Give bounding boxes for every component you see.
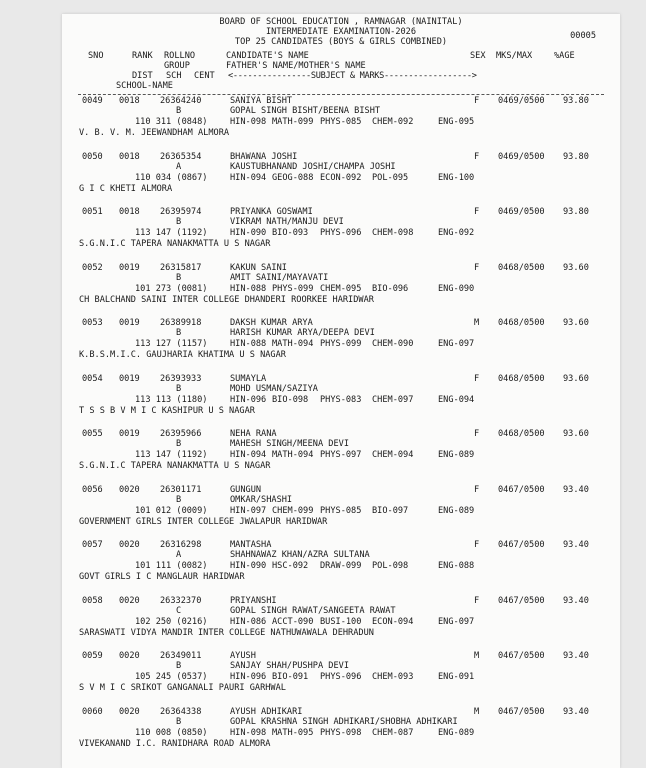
subject-2: MATH-099 — [272, 117, 314, 127]
serial-no: 0054 — [82, 373, 103, 384]
subject-5: ENG-097 — [438, 339, 475, 349]
percentage: 93.80 — [563, 96, 589, 106]
group: C — [176, 605, 182, 616]
subject-3: PHYS-098 — [320, 727, 362, 738]
col-school-name: SCHOOL-NAME — [116, 81, 173, 91]
school-name: SARASWATI VIDYA MANDIR INTER COLLEGE NATHUWAWALA DEHRADUN — [79, 627, 374, 638]
marks: 0467/0500 — [498, 595, 545, 606]
roll-no: 26364338 — [160, 706, 202, 717]
group: B — [176, 494, 182, 505]
subject-3: BUSI-100 — [320, 616, 362, 627]
sex: F — [474, 484, 480, 495]
dist-sch-cent-codes: 113 147 (1192) — [135, 228, 208, 238]
subject-3: PHYS-099 — [320, 339, 362, 349]
subject-2: ACCT-090 — [272, 616, 314, 627]
parents-name: KAUSTUBHANAND JOSHI/CHAMPA JOSHI — [230, 161, 396, 172]
roll-no: 26393933 — [160, 373, 202, 384]
subject-1: HIN-088 — [230, 339, 267, 349]
candidate-name: MANTASHA — [230, 540, 272, 550]
parents-name: VIKRAM NATH/MANJU DEVI — [230, 217, 344, 227]
candidate-record — [62, 152, 620, 207]
subject-3: PHYS-085 — [320, 505, 362, 516]
candidate-record — [62, 651, 620, 706]
school-name: S.G.N.I.C TAPERA NANAKMATTA U S NAGAR — [79, 239, 271, 249]
marks: 0468/0500 — [498, 318, 545, 328]
rank: 0019 — [119, 318, 140, 328]
subject-5: ENG-089 — [438, 505, 475, 516]
roll-no: 26365354 — [160, 151, 202, 162]
group: B — [176, 439, 182, 449]
candidate-name: NEHA RANA — [230, 429, 277, 439]
subject-2: GEOG-088 — [272, 172, 314, 183]
subject-1: HIN-088 — [230, 283, 267, 294]
rank: 0018 — [119, 96, 140, 106]
subject-2: PHYS-099 — [272, 283, 314, 294]
sex: M — [474, 706, 480, 717]
subject-3: PHYS-097 — [320, 450, 362, 460]
sex: F — [474, 429, 480, 439]
subject-4: POL-095 — [372, 172, 409, 183]
subject-5: ENG-091 — [438, 672, 475, 682]
page-number: 00005 — [570, 31, 596, 41]
subject-2: MATH-095 — [272, 727, 314, 738]
candidate-name: AYUSH ADHIKARI — [230, 706, 303, 717]
parents-name: GOPAL SINGH RAWAT/SANGEETA RAWAT — [230, 605, 396, 616]
rank: 0020 — [119, 484, 140, 495]
rank: 0020 — [119, 595, 140, 606]
subject-3: PHYS-083 — [320, 394, 362, 405]
serial-no: 0060 — [82, 706, 103, 717]
subject-3: PHYS-096 — [320, 672, 362, 682]
sex: F — [474, 96, 480, 106]
school-name: GOVT GIRLS I C MANGLAUR HARIDWAR — [79, 572, 245, 582]
group: B — [176, 328, 182, 338]
subject-3: CHEM-095 — [320, 283, 362, 294]
candidate-record — [62, 374, 620, 429]
school-name: CH BALCHAND SAINI INTER COLLEGE DHANDERI ROORKEE HARIDWAR — [79, 294, 374, 305]
dist-sch-cent-codes: 113 127 (1157) — [135, 339, 208, 349]
col-group: GROUP — [164, 61, 190, 71]
candidate-record — [62, 429, 620, 484]
parents-name: OMKAR/SHASHI — [230, 494, 293, 505]
roll-no: 26389918 — [160, 318, 202, 328]
subject-1: HIN-094 — [230, 450, 267, 460]
subject-3: DRAW-099 — [320, 561, 362, 571]
percentage: 93.80 — [563, 151, 589, 162]
dist-sch-cent-codes: 105 245 (0537) — [135, 672, 208, 682]
rank: 0019 — [119, 373, 140, 384]
subject-5: ENG-090 — [438, 283, 475, 294]
marks: 0469/0500 — [498, 151, 545, 162]
parents-name: MAHESH SINGH/MEENA DEVI — [230, 439, 349, 449]
roll-no: 26349011 — [160, 651, 202, 661]
serial-no: 0050 — [82, 151, 103, 162]
header-rule — [78, 94, 604, 95]
marks: 0467/0500 — [498, 651, 545, 661]
marks: 0469/0500 — [498, 96, 545, 106]
percentage: 93.40 — [563, 540, 589, 550]
serial-no: 0053 — [82, 318, 103, 328]
col-cent: CENT — [194, 71, 215, 81]
school-name: G I C KHETI ALMORA — [79, 183, 173, 194]
candidate-name: DAKSH KUMAR ARYA — [230, 318, 313, 328]
sex: F — [474, 151, 480, 162]
subject-1: HIN-098 — [230, 117, 267, 127]
subject-1: HIN-096 — [230, 672, 267, 682]
marks: 0468/0500 — [498, 429, 545, 439]
subject-4: CHEM-097 — [372, 394, 414, 405]
col-candidate-name: CANDIDATE'S NAME — [226, 51, 309, 61]
marks: 0467/0500 — [498, 484, 545, 495]
serial-no: 0059 — [82, 651, 103, 661]
subject-1: HIN-090 — [230, 561, 267, 571]
subject-1: HIN-090 — [230, 228, 267, 238]
dist-sch-cent-codes: 110 034 (0867) — [135, 172, 208, 183]
roll-no: 26332370 — [160, 595, 202, 606]
school-name: K.B.S.M.I.C. GAUJHARIA KHATIMA U S NAGAR — [79, 350, 286, 360]
percentage: 93.80 — [563, 207, 589, 217]
percentage: 93.60 — [563, 262, 589, 273]
col-percentage: %AGE — [554, 51, 575, 61]
percentage: 93.60 — [563, 429, 589, 439]
sex: F — [474, 207, 480, 217]
percentage: 93.60 — [563, 318, 589, 328]
subject-5: ENG-089 — [438, 727, 475, 738]
col-rollno: ROLLNO — [164, 51, 196, 61]
subject-4: CHEM-094 — [372, 450, 414, 460]
group: B — [176, 383, 182, 394]
roll-no: 26315817 — [160, 262, 202, 273]
marks: 0467/0500 — [498, 706, 545, 717]
candidate-record — [62, 318, 620, 373]
parents-name: GOPAL SINGH BISHT/BEENA BISHT — [230, 106, 381, 116]
serial-no: 0058 — [82, 595, 103, 606]
subject-1: HIN-097 — [230, 505, 267, 516]
subject-5: ENG-094 — [438, 394, 475, 405]
subject-1: HIN-094 — [230, 172, 267, 183]
parents-name: HARISH KUMAR ARYA/DEEPA DEVI — [230, 328, 375, 338]
subject-3: PHYS-085 — [320, 117, 362, 127]
group: B — [176, 716, 182, 727]
dist-sch-cent-codes: 101 111 (0082) — [135, 561, 208, 571]
dist-sch-cent-codes: 101 012 (0009) — [135, 505, 208, 516]
parents-name: AMIT SAINI/MAYAVATI — [230, 272, 329, 283]
candidate-record — [62, 96, 620, 151]
roll-no: 26395966 — [160, 429, 202, 439]
group: A — [176, 550, 182, 560]
serial-no: 0052 — [82, 262, 103, 273]
rank: 0020 — [119, 540, 140, 550]
subject-4: BIO-096 — [372, 283, 409, 294]
subject-5: ENG-088 — [438, 561, 475, 571]
rank: 0020 — [119, 651, 140, 661]
result-sheet — [62, 14, 620, 768]
candidate-record — [62, 540, 620, 595]
group: B — [176, 661, 182, 671]
serial-no: 0049 — [82, 96, 103, 106]
percentage: 93.40 — [563, 651, 589, 661]
subject-4: CHEM-090 — [372, 339, 414, 349]
sex: F — [474, 540, 480, 550]
sex: M — [474, 651, 480, 661]
subject-4: BIO-097 — [372, 505, 409, 516]
subject-2: MATH-094 — [272, 450, 314, 460]
roll-no: 26395974 — [160, 207, 202, 217]
subject-4: POL-098 — [372, 561, 409, 571]
col-marks-max: MKS/MAX — [496, 51, 533, 61]
subject-4: CHEM-087 — [372, 727, 414, 738]
col-sch: SCH — [166, 71, 182, 81]
rank: 0020 — [119, 706, 140, 717]
list-title: TOP 25 CANDIDATES (BOYS & GIRLS COMBINED) — [234, 37, 448, 47]
percentage: 93.40 — [563, 484, 589, 495]
dist-sch-cent-codes: 113 147 (1192) — [135, 450, 208, 460]
subject-3: PHYS-096 — [320, 228, 362, 238]
rank: 0018 — [119, 207, 140, 217]
rank: 0019 — [119, 429, 140, 439]
col-dist: DIST — [132, 71, 153, 81]
sex: F — [474, 262, 480, 273]
percentage: 93.60 — [563, 373, 589, 384]
board-title: BOARD OF SCHOOL EDUCATION , RAMNAGAR (NAINITAL) — [219, 17, 463, 27]
parents-name: SHAHNAWAZ KHAN/AZRA SULTANA — [230, 550, 370, 560]
dist-sch-cent-codes: 110 311 (0848) — [135, 117, 208, 127]
candidate-name: SUMAYLA — [230, 373, 267, 384]
candidate-record — [62, 485, 620, 540]
school-name: GOVERNMENT GIRLS INTER COLLEGE JWALAPUR HARIDWAR — [79, 516, 328, 527]
dist-sch-cent-codes: 110 008 (0850) — [135, 727, 208, 738]
col-father-mother: FATHER'S NAME/MOTHER'S NAME — [226, 61, 366, 71]
candidate-name: SANIYA BISHT — [230, 96, 293, 106]
dist-sch-cent-codes: 101 273 (0081) — [135, 283, 208, 294]
subject-2: CHEM-099 — [272, 505, 314, 516]
marks: 0468/0500 — [498, 373, 545, 384]
school-name: S.G.N.I.C TAPERA NANAKMATTA U S NAGAR — [79, 461, 271, 471]
subject-1: HIN-098 — [230, 727, 267, 738]
group: B — [176, 272, 182, 283]
roll-no: 26316298 — [160, 540, 202, 550]
candidate-record — [62, 707, 620, 762]
col-sex: SEX — [470, 51, 486, 61]
candidate-name: BHAWANA JOSHI — [230, 151, 298, 162]
candidate-name: KAKUN SAINI — [230, 262, 287, 273]
subject-4: CHEM-092 — [372, 117, 414, 127]
subject-5: ENG-100 — [438, 172, 475, 183]
exam-title: INTERMEDIATE EXAMINATION-2026 — [265, 27, 417, 37]
parents-name: SANJAY SHAH/PUSHPA DEVI — [230, 661, 349, 671]
subject-1: HIN-086 — [230, 616, 267, 627]
school-name: S V M I C SRIKOT GANGANALI PAURI GARHWAL — [79, 683, 286, 693]
parents-name: MOHD USMAN/SAZIYA — [230, 383, 318, 394]
group: B — [176, 217, 182, 227]
candidate-name: PRIYANKA GOSWAMI — [230, 207, 313, 217]
subject-2: HSC-092 — [272, 561, 309, 571]
marks: 0467/0500 — [498, 540, 545, 550]
col-rank: RANK — [132, 51, 153, 61]
col-subject-marks: <----------------SUBJECT & MARKS------------------> — [228, 71, 477, 81]
subject-5: ENG-092 — [438, 228, 475, 238]
school-name: VIVEKANAND I.C. RANIDHARA ROAD ALMORA — [79, 738, 271, 749]
serial-no: 0056 — [82, 484, 103, 495]
candidate-record — [62, 263, 620, 318]
subject-3: ECON-092 — [320, 172, 362, 183]
roll-no: 26301171 — [160, 484, 202, 495]
candidate-name: AYUSH — [230, 651, 256, 661]
col-sno: SNO — [88, 51, 104, 61]
marks: 0469/0500 — [498, 207, 545, 217]
subject-5: ENG-097 — [438, 616, 475, 627]
candidate-name: GUNGUN — [230, 484, 262, 495]
subject-1: HIN-096 — [230, 394, 267, 405]
subject-2: BIO-098 — [272, 394, 309, 405]
subject-4: CHEM-098 — [372, 228, 414, 238]
serial-no: 0051 — [82, 207, 103, 217]
serial-no: 0057 — [82, 540, 103, 550]
subject-2: MATH-094 — [272, 339, 314, 349]
subject-4: CHEM-093 — [372, 672, 414, 682]
dist-sch-cent-codes: 102 250 (0216) — [135, 616, 208, 627]
parents-name: GOPAL KRASHNA SINGH ADHIKARI/SHOBHA ADHIKARI — [230, 716, 458, 727]
subject-2: BIO-093 — [272, 228, 309, 238]
marks: 0468/0500 — [498, 262, 545, 273]
sex: F — [474, 595, 480, 606]
group: B — [176, 106, 182, 116]
school-name: T S S B V M I C KASHIPUR U S NAGAR — [79, 405, 255, 416]
serial-no: 0055 — [82, 429, 103, 439]
subject-2: BIO-091 — [272, 672, 309, 682]
candidate-name: PRIYANSHI — [230, 595, 277, 606]
subject-4: ECON-094 — [372, 616, 414, 627]
school-name: V. B. V. M. JEEWANDHAM ALMORA — [79, 128, 230, 138]
rank: 0018 — [119, 151, 140, 162]
percentage: 93.40 — [563, 706, 589, 717]
sex: F — [474, 373, 480, 384]
rank: 0019 — [119, 262, 140, 273]
subject-5: ENG-095 — [438, 117, 475, 127]
candidate-record — [62, 207, 620, 262]
candidate-record — [62, 596, 620, 651]
percentage: 93.40 — [563, 595, 589, 606]
dist-sch-cent-codes: 113 113 (1180) — [135, 394, 208, 405]
group: A — [176, 161, 182, 172]
roll-no: 26364240 — [160, 96, 202, 106]
sex: M — [474, 318, 480, 328]
subject-5: ENG-089 — [438, 450, 475, 460]
